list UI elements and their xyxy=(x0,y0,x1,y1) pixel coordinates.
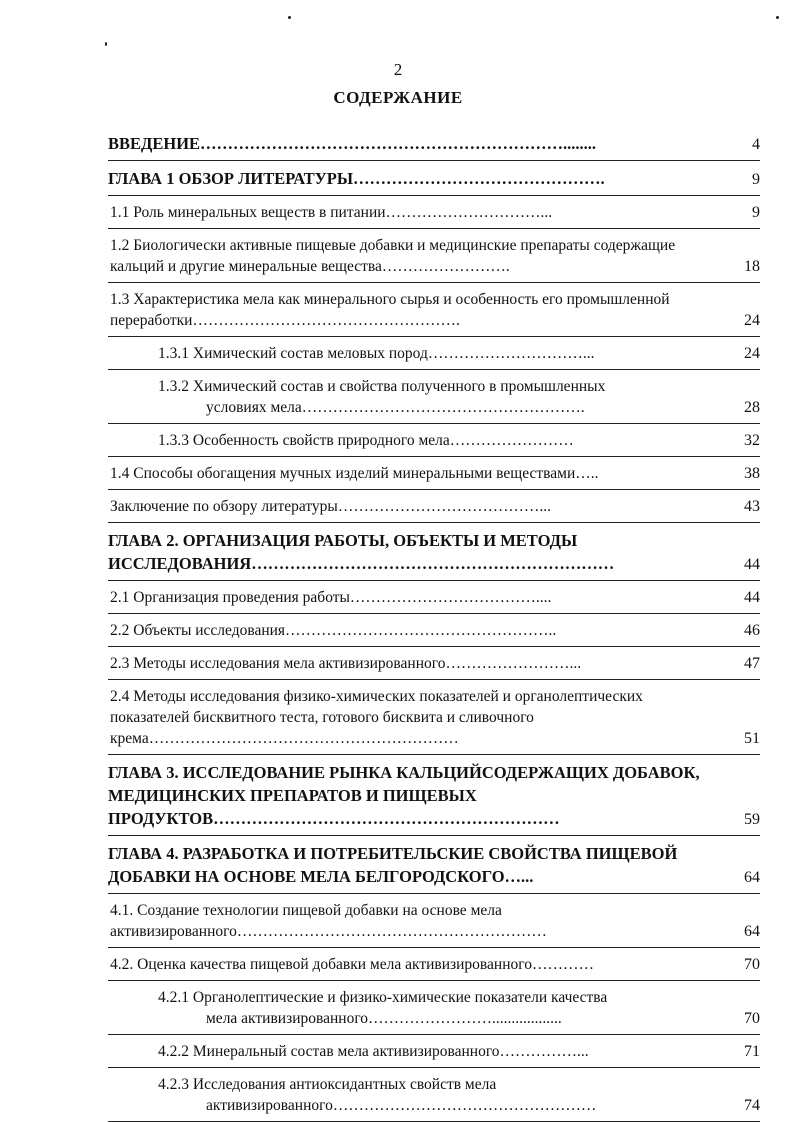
toc-entry xyxy=(108,836,760,894)
toc-entry xyxy=(108,126,760,161)
toc-entry-title: 2.2 Объекты исследования…………………………………………….. xyxy=(108,614,715,647)
toc-entry xyxy=(108,457,760,490)
toc-entry-title: 2.3 Методы исследования мела активизированного……………………... xyxy=(108,647,715,680)
toc-entry-title: ГЛАВА 3. ИССЛЕДОВАНИЕ РЫНКА КАЛЬЦИЙСОДЕРЖАЩИХ ДОБАВОК, МЕДИЦИНСКИХ ПРЕПАРАТОВ И ПИЩЕВЫХ ПРОДУКТОВ……………………………………………………… xyxy=(108,755,715,836)
toc-entry-page: 28 xyxy=(715,370,760,424)
toc-entry xyxy=(108,981,760,1035)
toc-entry-page: 74 xyxy=(715,1068,760,1122)
toc-entry-page: 59 xyxy=(715,755,760,836)
toc-entry xyxy=(108,196,760,229)
toc-entry-page: 70 xyxy=(715,981,760,1035)
toc-entry-title: 4.1. Создание технологии пищевой добавки на основе мела активизированного…………………………………………………… xyxy=(108,894,715,948)
toc-entry-page: 43 xyxy=(715,490,760,523)
scan-speck xyxy=(776,16,779,19)
toc-entry-page: 64 xyxy=(715,836,760,894)
toc-entry-title: 4.2. Оценка качества пищевой добавки мела активизированного………… xyxy=(108,948,715,981)
scan-speck xyxy=(105,42,107,46)
toc-entry-page: 71 xyxy=(715,1035,760,1068)
toc-entry-title: 1.3.3 Особенность свойств природного мела…………………… xyxy=(108,424,715,457)
toc-entry-page: 38 xyxy=(715,457,760,490)
toc-entry-title: 1.3.1 Химический состав меловых пород…………………………... xyxy=(108,337,715,370)
scan-speck xyxy=(288,16,291,19)
toc-entry-page: 9 xyxy=(715,161,760,196)
toc-entry-page: 4 xyxy=(715,126,760,161)
toc-entry xyxy=(108,1035,760,1068)
toc-entry-title xyxy=(108,1068,715,1122)
toc-entry-title xyxy=(108,370,715,424)
toc-entry-title: ГЛАВА 1 ОБЗОР ЛИТЕРАТУРЫ………………………………………. xyxy=(108,161,715,196)
toc-entry xyxy=(108,370,760,424)
toc-entry xyxy=(108,229,760,283)
toc-entry-page: 24 xyxy=(715,283,760,337)
toc-entry-page: 70 xyxy=(715,948,760,981)
toc-entry xyxy=(108,337,760,370)
toc-entry-title: ГЛАВА 4. РАЗРАБОТКА И ПОТРЕБИТЕЛЬСКИЕ СВОЙСТВА ПИЩЕВОЙ ДОБАВКИ НА ОСНОВЕ МЕЛА БЕЛГОРОДСКОГО…... xyxy=(108,836,715,894)
toc-entry xyxy=(108,283,760,337)
toc-entry-title: 4.2.2 Минеральный состав мела активизированного……………... xyxy=(108,1035,715,1068)
toc-entry xyxy=(108,490,760,523)
toc-entry-title: ГЛАВА 2. ОРГАНИЗАЦИЯ РАБОТЫ, ОБЪЕКТЫ И МЕТОДЫ ИССЛЕДОВАНИЯ………………………………………………………… xyxy=(108,523,715,581)
toc-entry-line1: 4.2.1 Органолептические и физико-химические показатели качества xyxy=(158,989,608,1006)
toc-entry xyxy=(108,948,760,981)
toc-entry-line2: мела активизированного…………………….................. xyxy=(206,1010,562,1027)
toc-entry xyxy=(108,680,760,755)
toc-entry xyxy=(108,755,760,836)
toc-entry-page: 18 xyxy=(715,229,760,283)
toc-entry-title: 1.4 Способы обогащения мучных изделий минеральными веществами….. xyxy=(108,457,715,490)
page-title: СОДЕРЖАНИЕ xyxy=(333,88,463,107)
toc-entry-page: 44 xyxy=(715,523,760,581)
page-number: 2 xyxy=(393,60,403,79)
toc-entry-line1: 4.2.3 Исследования антиоксидантных свойств мела xyxy=(158,1076,497,1093)
toc-entry-title: ВВЕДЕНИЕ…………………………………………………………........ xyxy=(108,126,715,161)
toc-entry xyxy=(108,1068,760,1122)
toc-entry-page: 24 xyxy=(715,337,760,370)
toc-entry-line2: активизированного…………………………………………… xyxy=(206,1097,597,1114)
toc-entry xyxy=(108,581,760,614)
toc-entry-title: 1.3 Характеристика мела как минерального сырья и особенность его промышленной переработки……………………………………………. xyxy=(108,283,715,337)
toc-entry-title xyxy=(108,981,715,1035)
toc-entry xyxy=(108,647,760,680)
toc-entry-page: 32 xyxy=(715,424,760,457)
toc-entry-title: Заключение по обзору литературы…………………………………... xyxy=(108,490,715,523)
toc-entry xyxy=(108,523,760,581)
toc-entry-title: 2.1 Организация проведения работы……………………………….... xyxy=(108,581,715,614)
toc-entry xyxy=(108,424,760,457)
toc-entry xyxy=(108,161,760,196)
toc-entry-line1: 1.3.2 Химический состав и свойства полученного в промышленных xyxy=(158,378,606,395)
toc-entry-page: 64 xyxy=(715,894,760,948)
toc-entry-page: 47 xyxy=(715,647,760,680)
toc-entry-title: 1.1 Роль минеральных веществ в питании…………………………... xyxy=(108,196,715,229)
toc-entry xyxy=(108,614,760,647)
toc-entry xyxy=(108,894,760,948)
toc-entry-page: 44 xyxy=(715,581,760,614)
toc-entry-page: 9 xyxy=(715,196,760,229)
toc-entry-page: 51 xyxy=(715,680,760,755)
toc-entry-title: 1.2 Биологически активные пищевые добавки и медицинские препараты содержащие кальций и другие минеральные вещества……………………. xyxy=(108,229,715,283)
toc-entry-title: 2.4 Методы исследования физико-химических показателей и органолептических показателей бисквитного теста, готового бисквита и сливочного крема…………………………………………………… xyxy=(108,680,715,755)
toc-entry-line2: условиях мела………………………………………………. xyxy=(206,399,585,416)
table-of-contents xyxy=(108,126,760,1122)
toc-entry-page: 46 xyxy=(715,614,760,647)
